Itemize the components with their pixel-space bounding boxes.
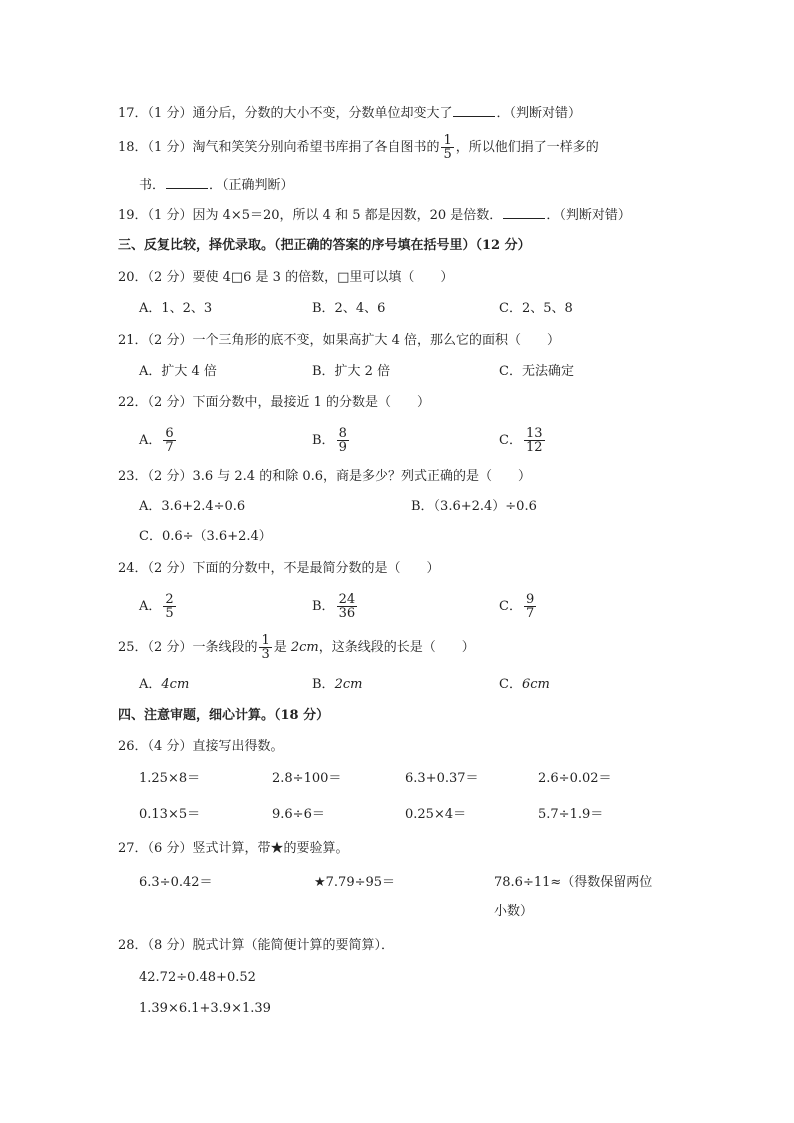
- fraction: [163, 427, 175, 454]
- fraction: [524, 427, 545, 454]
- denominator: 5: [443, 147, 452, 162]
- question-27: 27．（6 分）竖式计算，带★的要验算。: [118, 841, 349, 856]
- q25-text-mid: 是: [273, 640, 291, 655]
- q25-unit: 2cm: [290, 640, 319, 655]
- q17-suffix: ．（判断对错）: [496, 106, 581, 121]
- q23-option-b: B．（3.6+2.4）÷0.6: [411, 499, 537, 514]
- q25-option-a: [139, 676, 189, 694]
- q20-option-b: B．2、4、6: [312, 301, 386, 316]
- numerator: 6: [165, 426, 174, 441]
- q25-option-b: [312, 676, 362, 694]
- denominator: 7: [525, 606, 535, 621]
- option-label: C．: [499, 433, 522, 448]
- fraction: [259, 634, 271, 661]
- question-21: 21．（2 分）一个三角形的底不变，如果高扩大 4 倍，那么它的面积（ ）: [118, 333, 560, 348]
- q25-text-post: ，这条线段的长是（ ）: [318, 640, 475, 655]
- option-label: C．: [499, 599, 522, 614]
- q26-item: 9.6÷6＝: [272, 807, 325, 822]
- q24-option-b: [312, 590, 359, 624]
- q25-option-c: [499, 676, 550, 694]
- q19-suffix: ．（判断对错）: [546, 208, 631, 223]
- denominator: 5: [165, 606, 174, 621]
- fraction: [337, 427, 349, 454]
- option-label: A．: [139, 677, 162, 692]
- q21-option-a: A．扩大 4 倍: [139, 364, 217, 379]
- q20-option-a: A．1、2、3: [139, 301, 213, 316]
- q18-text-cont: ，所以他们捐了一样多的: [455, 140, 599, 155]
- question-20: 20．（2 分）要使 4□6 是 3 的倍数，□里可以填（ ）: [118, 270, 454, 285]
- q17-text: 17．（1 分）通分后，分数的大小不变，分数单位却变大了: [118, 106, 453, 121]
- fraction: [163, 593, 175, 620]
- q27-item: 6.3÷0.42＝: [139, 875, 213, 890]
- q21-option-b: B．扩大 2 倍: [312, 364, 391, 379]
- section-3-heading: 三、反复比较，择优录取。（把正确的答案的序号填在括号里）（12 分）: [118, 238, 531, 253]
- question-23: 23．（2 分）3.6 与 2.4 的和除 0.6，商是多少？列式正确的是（ ）: [118, 469, 531, 484]
- numerator: 13: [525, 426, 543, 441]
- q25-text: 25．（2 分）一条线段的: [118, 640, 258, 655]
- q23-option-c: C．0.6÷（3.6+2.4）: [139, 529, 272, 544]
- q18-text: 18．（1 分）淘气和笑笑分别向希望书库捐了各自图书的: [118, 140, 440, 155]
- numerator: 2: [165, 592, 174, 607]
- q22-option-c: [499, 424, 547, 458]
- answer-blank: [503, 206, 545, 219]
- denominator: 12: [525, 440, 543, 455]
- option-label: B．: [312, 599, 335, 614]
- q26-item: 5.7÷1.9＝: [538, 807, 604, 822]
- fraction: [337, 593, 358, 620]
- question-18: [118, 134, 599, 161]
- option-label: B．: [312, 677, 335, 692]
- q26-item: 2.8÷100＝: [272, 771, 342, 786]
- q26-item: 0.25×4＝: [405, 807, 467, 822]
- question-26: 26．（4 分）直接写出得数。: [118, 739, 284, 754]
- q27-item: 78.6÷11≈（得数保留两位: [494, 875, 653, 890]
- fraction: [441, 134, 453, 161]
- q19-text: 19．（1 分）因为 4×5＝20，所以 4 和 5 都是因数，20 是倍数．: [118, 208, 503, 223]
- q26-item: 1.25×8＝: [139, 771, 201, 786]
- fraction: [524, 593, 536, 620]
- q26-item: 0.13×5＝: [139, 807, 201, 822]
- question-18-line2: [139, 176, 294, 195]
- q22-option-a: [139, 424, 178, 458]
- q26-item: 2.6÷0.02＝: [538, 771, 612, 786]
- numerator: 8: [338, 426, 347, 441]
- numerator: 1: [443, 133, 452, 148]
- denominator: 9: [338, 440, 347, 455]
- q21-option-c: C．无法确定: [499, 364, 574, 379]
- question-19: [118, 206, 631, 225]
- q24-option-a: [139, 590, 178, 624]
- q26-item: 6.3+0.37＝: [405, 771, 479, 786]
- q27-item-cont: 小数）: [494, 904, 534, 919]
- q28-item: 1.39×6.1+3.9×1.39: [139, 1001, 271, 1016]
- denominator: 7: [165, 440, 174, 455]
- option-value: 4cm: [161, 677, 190, 692]
- question-24: 24．（2 分）下面的分数中，不是最简分数的是（ ）: [118, 561, 440, 576]
- option-value: 2cm: [334, 677, 363, 692]
- q23-option-a: A．3.6+2.4÷0.6: [139, 499, 246, 514]
- answer-blank: [453, 104, 495, 117]
- numerator: 9: [525, 592, 535, 607]
- answer-blank: [166, 176, 208, 189]
- numerator: 24: [338, 592, 356, 607]
- option-label: A．: [139, 433, 162, 448]
- question-17: [118, 104, 581, 123]
- section-4-heading: 四、注意审题，细心计算。（18 分）: [118, 708, 330, 723]
- q18-line2-pre: 书．: [139, 178, 166, 193]
- q27-item: ★7.79÷95＝: [314, 875, 396, 890]
- denominator: 36: [338, 606, 356, 621]
- option-label: C．: [499, 677, 522, 692]
- option-label: A．: [139, 599, 162, 614]
- option-label: B．: [312, 433, 335, 448]
- question-22: 22．（2 分）下面分数中，最接近 1 的分数是（ ）: [118, 395, 430, 410]
- question-28: 28．（8 分）脱式计算（能简便计算的要简算）．: [118, 938, 394, 953]
- numerator: 1: [261, 633, 270, 648]
- q18-line2-post: ．（正确判断）: [209, 178, 294, 193]
- q28-item: 42.72÷0.48+0.52: [139, 970, 256, 985]
- question-25: [118, 634, 475, 662]
- option-value: 6cm: [521, 677, 550, 692]
- q22-option-b: [312, 424, 351, 458]
- q20-option-c: C．2、5、8: [499, 301, 573, 316]
- denominator: 3: [261, 647, 270, 662]
- q24-option-c: [499, 590, 538, 624]
